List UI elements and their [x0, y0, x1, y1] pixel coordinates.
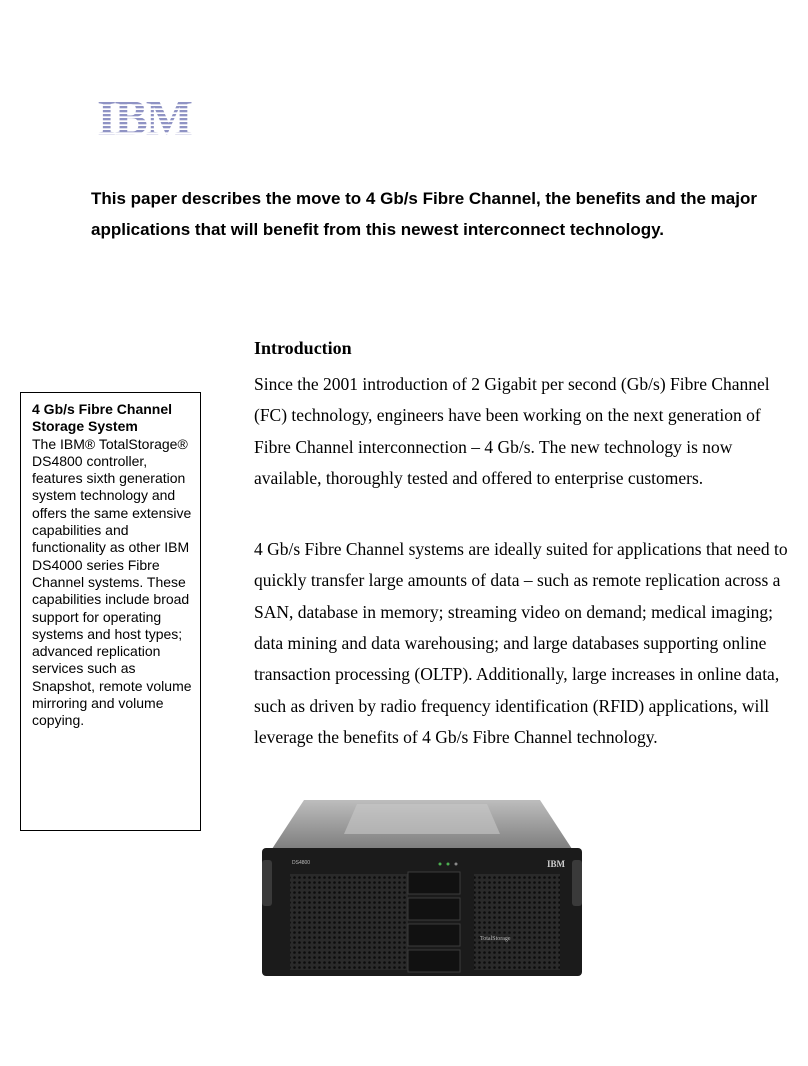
ds4800-storage-controller-image [262, 800, 582, 980]
svg-text:IBM: IBM [97, 94, 191, 138]
section-heading: Introduction [254, 338, 352, 358]
intro-paragraph-1: Since the 2001 introduction of 2 Gigabit per second (Gb/s) Fibre Channel (FC) technology, engineers have been working on the next generation of Fibre Channel interconnection – 4 Gb/s. The new technology is now available, thoroughly tested and offered to enterprise customers. [254, 374, 770, 488]
sidebar-body: The IBM® TotalStorage® DS4800 controller, features sixth generation system technology and offers the same extensive capabilities and functionality as other IBM DS4000 series Fibre Channel systems. These capabilities include broad support for operating systems and host types; advanced replication services such as Snapshot, remote volume mirroring and volume copying. [32, 435, 192, 729]
ibm-logo [90, 94, 198, 138]
sidebar-title: 4 Gb/s Fibre Channel Storage System [32, 401, 173, 435]
lead-statement: This paper describes the move to 4 Gb/s Fibre Channel, the benefits and the major applications that will benefit from this newest interconnect technology. [91, 189, 757, 239]
device-model-label: DS4800 [292, 860, 311, 866]
main-content [254, 335, 794, 753]
sidebar-callout [20, 392, 201, 831]
device-brand-label: IBM [547, 859, 565, 869]
device-product-label: TotalStorage [480, 936, 511, 942]
intro-paragraph-2: 4 Gb/s Fibre Channel systems are ideally suited for applications that need to quickly transfer large amounts of data – such as remote replication across a SAN, database in memory; streaming video on demand; medical imaging; data mining and data warehousing; and large databases supporting online transaction processing (OLTP). Additionally, large increases in online data, such as driven by radio frequency identification (RFID) applications, will leverage the benefits of 4 Gb/s Fibre Channel technology. [254, 539, 788, 747]
